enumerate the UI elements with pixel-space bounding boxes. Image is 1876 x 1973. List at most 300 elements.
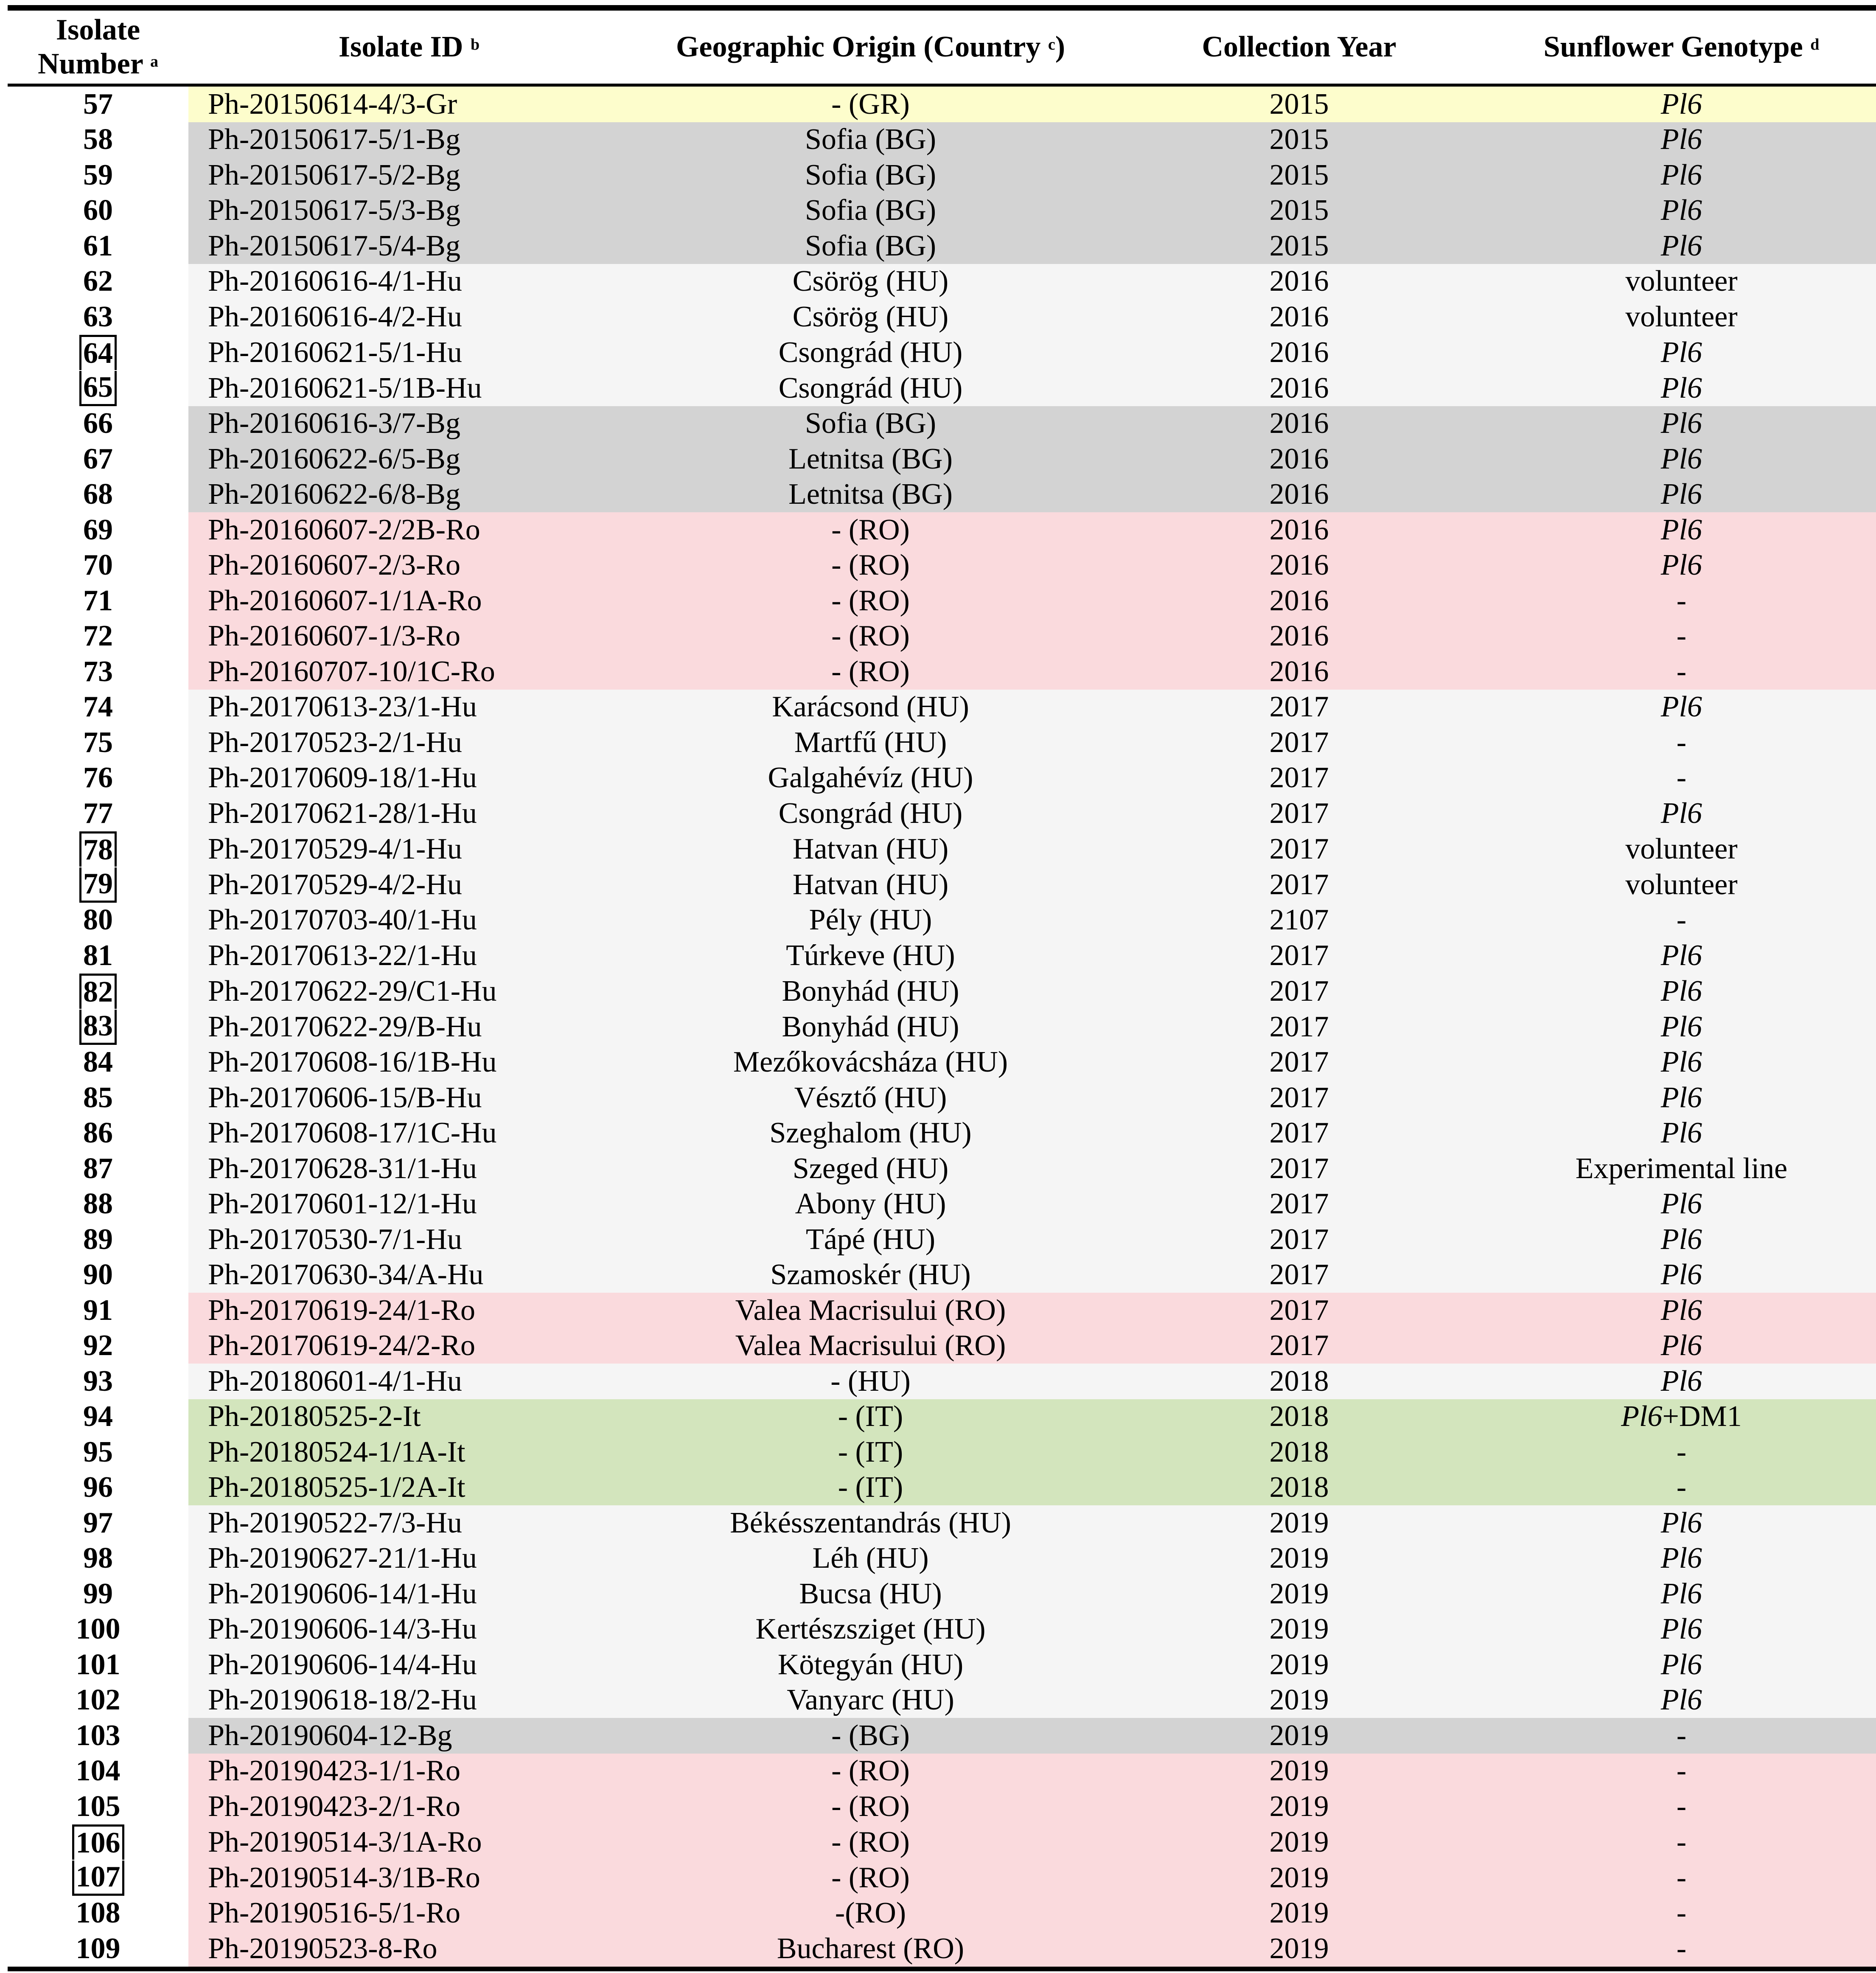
isolate-id: Ph-20170609-18/1-Hu	[188, 761, 630, 796]
collection-year: 2019	[1111, 1612, 1487, 1647]
isolate-number	[8, 299, 188, 335]
collection-year: 2018	[1111, 1434, 1487, 1470]
isolate-number-value: 76	[83, 761, 113, 794]
isolate-id: Ph-20190522-7/3-Hu	[188, 1505, 630, 1541]
collection-year: 2019	[1111, 1576, 1487, 1612]
isolate-number	[8, 1683, 188, 1718]
isolate-number-value: 100	[76, 1613, 121, 1646]
isolate-number	[8, 1328, 188, 1364]
isolate-number	[8, 1293, 188, 1328]
collection-year: 2016	[1111, 654, 1487, 690]
collection-year: 2017	[1111, 1328, 1487, 1364]
collection-year: 2018	[1111, 1364, 1487, 1399]
sunflower-genotype	[1487, 1647, 1876, 1683]
geographic-origin: Sofia (BG)	[630, 122, 1111, 158]
isolate-number	[8, 1931, 188, 1969]
isolate-number-value: 92	[83, 1329, 113, 1362]
geographic-origin: Abony (HU)	[630, 1187, 1111, 1222]
collection-year: 2016	[1111, 512, 1487, 548]
isolate-number	[8, 85, 188, 122]
header-isolate-number: Isolate Number $^a$	[37, 14, 159, 80]
isolate-number	[8, 1399, 188, 1435]
isolate-number	[8, 228, 188, 264]
table-row	[8, 157, 1876, 193]
isolate-number	[8, 1754, 188, 1789]
isolate-number	[8, 974, 188, 1009]
genotype-value: Pl6	[1660, 1294, 1702, 1327]
collection-year: 2016	[1111, 583, 1487, 619]
genotype-value: Pl6	[1660, 1684, 1702, 1717]
sunflower-genotype	[1487, 193, 1876, 229]
collection-year: 2019	[1111, 1541, 1487, 1577]
genotype-value: Pl6	[1660, 1577, 1702, 1610]
genotype-value: Pl6	[1621, 1400, 1663, 1433]
genotype-value: Pl6	[1660, 797, 1702, 830]
isolate-number-value: 91	[83, 1294, 113, 1327]
sunflower-genotype	[1487, 867, 1876, 903]
geographic-origin: Csongrád (HU)	[630, 370, 1111, 406]
isolate-number-value: 57	[83, 87, 113, 121]
collection-year: 2017	[1111, 1187, 1487, 1222]
geographic-origin: Békésszentandrás (HU)	[630, 1505, 1111, 1541]
isolate-number	[8, 157, 188, 193]
table-row	[8, 1151, 1876, 1187]
isolate-number	[8, 831, 188, 867]
table-row	[8, 228, 1876, 264]
sunflower-genotype	[1487, 903, 1876, 938]
isolate-id: Ph-20190604-12-Bg	[188, 1718, 630, 1754]
isolate-id: Ph-20160621-5/1B-Hu	[188, 370, 630, 406]
collection-year: 2016	[1111, 335, 1487, 370]
genotype-value: -	[1676, 655, 1687, 688]
collection-year: 2017	[1111, 1222, 1487, 1257]
isolate-number-value: 73	[83, 655, 113, 688]
isolate-table-container	[8, 5, 1876, 1971]
table-row	[8, 1647, 1876, 1683]
table-row	[8, 406, 1876, 442]
genotype-value: Pl6	[1660, 371, 1702, 404]
isolate-number-value: 68	[83, 478, 113, 511]
isolate-number	[8, 1257, 188, 1293]
collection-year: 2015	[1111, 157, 1487, 193]
geographic-origin: Csongrád (HU)	[630, 335, 1111, 370]
isolate-number-value: 87	[83, 1152, 113, 1185]
isolate-number-value: 61	[83, 229, 113, 262]
table-row	[8, 690, 1876, 725]
collection-year: 2019	[1111, 1896, 1487, 1931]
sunflower-genotype	[1487, 85, 1876, 122]
isolate-number-value: 84	[83, 1046, 113, 1079]
geographic-origin: Sofia (BG)	[630, 228, 1111, 264]
table-row	[8, 1718, 1876, 1754]
isolate-number	[8, 193, 188, 229]
geographic-origin: - (IT)	[630, 1399, 1111, 1435]
isolate-number	[8, 796, 188, 831]
table-row	[8, 903, 1876, 938]
isolate-id: Ph-20190514-3/1B-Ro	[188, 1860, 630, 1896]
isolate-number-value: 96	[83, 1471, 113, 1504]
isolate-number	[8, 690, 188, 725]
isolate-id: Ph-20170523-2/1-Hu	[188, 725, 630, 761]
header-sunflower-genotype: Sunflower Genotype $^d$	[1543, 31, 1820, 63]
genotype-value: Pl6	[1660, 690, 1702, 724]
table-row	[8, 1328, 1876, 1364]
genotype-value: -	[1676, 1825, 1687, 1858]
collection-year: 2017	[1111, 831, 1487, 867]
isolate-number-value: 67	[83, 442, 113, 475]
isolate-number	[8, 1151, 188, 1187]
genotype-value: Pl6	[1660, 549, 1702, 582]
sunflower-genotype	[1487, 1860, 1876, 1896]
isolate-number	[8, 1364, 188, 1399]
isolate-id: Ph-20170601-12/1-Hu	[188, 1187, 630, 1222]
isolate-id: Ph-20190627-21/1-Hu	[188, 1541, 630, 1577]
collection-year: 2017	[1111, 1293, 1487, 1328]
collection-year: 2016	[1111, 548, 1487, 584]
table-row	[8, 1116, 1876, 1151]
isolate-number-value: 109	[76, 1932, 121, 1965]
table-row	[8, 1293, 1876, 1328]
isolate-id: Ph-20160622-6/5-Bg	[188, 441, 630, 477]
table-row	[8, 1931, 1876, 1969]
sunflower-genotype	[1487, 1222, 1876, 1257]
table-row	[8, 1045, 1876, 1081]
sunflower-genotype	[1487, 1754, 1876, 1789]
genotype-value: Pl6	[1660, 336, 1702, 369]
geographic-origin: Hatvan (HU)	[630, 867, 1111, 903]
collection-year: 2016	[1111, 619, 1487, 654]
sunflower-genotype	[1487, 1576, 1876, 1612]
isolate-number-value: 80	[83, 904, 113, 937]
collection-year: 2017	[1111, 761, 1487, 796]
isolate-id: Ph-20160616-4/1-Hu	[188, 264, 630, 300]
table-row	[8, 1824, 1876, 1860]
isolate-id: Ph-20190423-2/1-Ro	[188, 1789, 630, 1824]
genotype-value: Pl6	[1660, 1081, 1702, 1114]
sunflower-genotype	[1487, 1931, 1876, 1969]
table-row	[8, 1470, 1876, 1506]
genotype-value: -	[1676, 761, 1687, 794]
collection-year: 2015	[1111, 122, 1487, 158]
isolate-id: Ph-20160607-2/3-Ro	[188, 548, 630, 584]
isolate-number	[8, 867, 188, 903]
sunflower-genotype	[1487, 1505, 1876, 1541]
table-row	[8, 1080, 1876, 1116]
isolate-id: Ph-20170608-16/1B-Hu	[188, 1045, 630, 1081]
table-row	[8, 122, 1876, 158]
collection-year: 2017	[1111, 725, 1487, 761]
collection-year: 2017	[1111, 867, 1487, 903]
isolate-number	[8, 938, 188, 974]
collection-year: 2019	[1111, 1718, 1487, 1754]
sunflower-genotype	[1487, 1009, 1876, 1045]
isolate-number	[8, 1434, 188, 1470]
geographic-origin: - (IT)	[630, 1470, 1111, 1506]
geographic-origin: - (HU)	[630, 1364, 1111, 1399]
isolate-id: Ph-20180525-2-It	[188, 1399, 630, 1435]
isolate-number-value: 99	[83, 1577, 113, 1610]
genotype-value: Pl6	[1660, 87, 1702, 121]
genotype-value: Pl6	[1660, 1010, 1702, 1043]
isolate-number	[8, 1045, 188, 1081]
isolate-number-value: 105	[76, 1790, 121, 1823]
isolate-number	[8, 1009, 188, 1045]
table-row	[8, 1364, 1876, 1399]
genotype-value: Pl6	[1660, 1613, 1702, 1646]
table-body	[8, 85, 1876, 1969]
isolate-id: Ph-20170530-7/1-Hu	[188, 1222, 630, 1257]
collection-year: 2019	[1111, 1860, 1487, 1896]
isolate-number	[8, 477, 188, 513]
genotype-value: Pl6	[1660, 1542, 1702, 1575]
sunflower-genotype	[1487, 1824, 1876, 1860]
genotype-value: Pl6	[1660, 123, 1702, 156]
geographic-origin: Csongrád (HU)	[630, 796, 1111, 831]
genotype-value: Pl6	[1660, 513, 1702, 546]
sunflower-genotype	[1487, 1151, 1876, 1187]
sunflower-genotype	[1487, 1045, 1876, 1081]
isolate-number	[8, 335, 188, 370]
sunflower-genotype	[1487, 1399, 1876, 1435]
geographic-origin: Karácsond (HU)	[630, 690, 1111, 725]
collection-year: 2019	[1111, 1754, 1487, 1789]
geographic-origin: - (RO)	[630, 1824, 1111, 1860]
genotype-value: Experimental line	[1575, 1152, 1788, 1185]
isolate-number-value: 86	[83, 1117, 113, 1150]
isolate-id: Ph-20190606-14/4-Hu	[188, 1647, 630, 1683]
table-row	[8, 193, 1876, 229]
isolate-number-value: 82	[79, 974, 117, 1009]
table-row	[8, 1257, 1876, 1293]
sunflower-genotype	[1487, 335, 1876, 370]
isolate-number-value: 103	[76, 1719, 121, 1752]
genotype-value: volunteer	[1625, 868, 1738, 901]
isolate-number	[8, 583, 188, 619]
genotype-value: Pl6	[1660, 1364, 1702, 1398]
geographic-origin: Vésztő (HU)	[630, 1080, 1111, 1116]
table-row	[8, 654, 1876, 690]
isolate-number	[8, 441, 188, 477]
geographic-origin: Bonyhád (HU)	[630, 974, 1111, 1009]
geographic-origin: Hatvan (HU)	[630, 831, 1111, 867]
sunflower-genotype	[1487, 583, 1876, 619]
genotype-value: Pl6	[1660, 194, 1702, 227]
isolate-number	[8, 619, 188, 654]
isolate-id: Ph-20190516-5/1-Ro	[188, 1896, 630, 1931]
genotype-value: -	[1676, 904, 1687, 937]
sunflower-genotype	[1487, 370, 1876, 406]
collection-year: 2017	[1111, 1009, 1487, 1045]
geographic-origin: Sofia (BG)	[630, 193, 1111, 229]
table-row	[8, 370, 1876, 406]
isolate-number-value: 59	[83, 158, 113, 191]
geographic-origin: - (BG)	[630, 1718, 1111, 1754]
table-header-row	[8, 8, 1876, 85]
sunflower-genotype	[1487, 477, 1876, 513]
sunflower-genotype	[1487, 1470, 1876, 1506]
table-row	[8, 1789, 1876, 1824]
isolate-number-value: 85	[83, 1081, 113, 1114]
table-row	[8, 1576, 1876, 1612]
sunflower-genotype	[1487, 228, 1876, 264]
table-row	[8, 938, 1876, 974]
genotype-value: -	[1676, 1861, 1687, 1894]
isolate-id: Ph-20180525-1/2A-It	[188, 1470, 630, 1506]
isolate-number	[8, 512, 188, 548]
isolate-id: Ph-20150617-5/2-Bg	[188, 157, 630, 193]
collection-year: 2016	[1111, 406, 1487, 442]
sunflower-genotype	[1487, 1187, 1876, 1222]
isolate-number-value: 64	[79, 335, 117, 370]
collection-year: 2019	[1111, 1505, 1487, 1541]
isolate-id: Ph-20150617-5/3-Bg	[188, 193, 630, 229]
geographic-origin: - (GR)	[630, 85, 1111, 122]
isolate-number-value: 69	[83, 513, 113, 546]
collection-year: 2016	[1111, 370, 1487, 406]
isolate-number-value: 104	[76, 1754, 121, 1788]
sunflower-genotype	[1487, 619, 1876, 654]
sunflower-genotype	[1487, 725, 1876, 761]
genotype-value: Pl6	[1660, 974, 1702, 1008]
table-row	[8, 1399, 1876, 1435]
sunflower-genotype	[1487, 654, 1876, 690]
table-row	[8, 1683, 1876, 1718]
isolate-id: Ph-20170622-29/C1-Hu	[188, 974, 630, 1009]
table-row	[8, 583, 1876, 619]
table-row	[8, 831, 1876, 867]
isolate-number	[8, 1647, 188, 1683]
genotype-value: Pl6	[1660, 407, 1702, 440]
table-row	[8, 619, 1876, 654]
isolate-number-value: 102	[76, 1684, 121, 1717]
isolate-number-value: 65	[79, 371, 117, 406]
isolate-number	[8, 1470, 188, 1506]
geographic-origin: Galgahévíz (HU)	[630, 761, 1111, 796]
genotype-value: volunteer	[1625, 832, 1738, 865]
sunflower-genotype	[1487, 157, 1876, 193]
sunflower-genotype	[1487, 1789, 1876, 1824]
table-row	[8, 1505, 1876, 1541]
isolate-number-value: 90	[83, 1258, 113, 1291]
isolate-id: Ph-20190618-18/2-Hu	[188, 1683, 630, 1718]
collection-year: 2017	[1111, 938, 1487, 974]
collection-year: 2016	[1111, 441, 1487, 477]
genotype-value: Pl6	[1660, 1329, 1702, 1362]
geographic-origin: Letnitsa (BG)	[630, 441, 1111, 477]
isolate-id: Ph-20170529-4/2-Hu	[188, 867, 630, 903]
table-row	[8, 761, 1876, 796]
isolate-number-value: 93	[83, 1364, 113, 1398]
sunflower-genotype	[1487, 441, 1876, 477]
geographic-origin: Szeghalom (HU)	[630, 1116, 1111, 1151]
genotype-value: -	[1676, 726, 1687, 759]
isolate-number	[8, 122, 188, 158]
table-row	[8, 264, 1876, 300]
isolate-number	[8, 264, 188, 300]
geographic-origin: Mezőkovácsháza (HU)	[630, 1045, 1111, 1081]
collection-year: 2017	[1111, 690, 1487, 725]
table-row	[8, 796, 1876, 831]
genotype-value: Pl6	[1660, 229, 1702, 262]
isolate-id: Ph-20190606-14/1-Hu	[188, 1576, 630, 1612]
table-row	[8, 1754, 1876, 1789]
isolate-id: Ph-20180524-1/1A-It	[188, 1434, 630, 1470]
isolate-number	[8, 406, 188, 442]
isolate-id: Ph-20190514-3/1A-Ro	[188, 1824, 630, 1860]
table-row	[8, 974, 1876, 1009]
geographic-origin: Léh (HU)	[630, 1541, 1111, 1577]
collection-year: 2107	[1111, 903, 1487, 938]
sunflower-genotype	[1487, 690, 1876, 725]
isolate-number-value: 79	[79, 867, 117, 903]
isolate-id: Ph-20190523-8-Ro	[188, 1931, 630, 1969]
sunflower-genotype	[1487, 1080, 1876, 1116]
genotype-value: -	[1676, 584, 1687, 617]
table-row	[8, 441, 1876, 477]
isolate-number	[8, 1222, 188, 1257]
table-row	[8, 1612, 1876, 1647]
collection-year: 2015	[1111, 85, 1487, 122]
isolate-id: Ph-20150617-5/1-Bg	[188, 122, 630, 158]
isolate-number	[8, 1896, 188, 1931]
header-isolate-id: Isolate ID $^b$	[338, 31, 480, 63]
geographic-origin: Vanyarc (HU)	[630, 1683, 1111, 1718]
isolate-number-value: 81	[83, 939, 113, 972]
geographic-origin: - (RO)	[630, 583, 1111, 619]
table-row	[8, 548, 1876, 584]
genotype-value: -	[1676, 1435, 1687, 1468]
isolate-number	[8, 1612, 188, 1647]
geographic-origin: Bonyhád (HU)	[630, 1009, 1111, 1045]
sunflower-genotype	[1487, 1683, 1876, 1718]
table-row	[8, 335, 1876, 370]
collection-year: 2017	[1111, 1045, 1487, 1081]
isolate-number	[8, 548, 188, 584]
isolate-number-value: 106	[72, 1824, 124, 1860]
isolate-id: Ph-20190423-1/1-Ro	[188, 1754, 630, 1789]
collection-year: 2015	[1111, 193, 1487, 229]
isolate-id: Ph-20170622-29/B-Hu	[188, 1009, 630, 1045]
sunflower-genotype	[1487, 796, 1876, 831]
collection-year: 2017	[1111, 1116, 1487, 1151]
isolate-id: Ph-20170529-4/1-Hu	[188, 831, 630, 867]
isolate-number	[8, 1505, 188, 1541]
collection-year: 2016	[1111, 264, 1487, 300]
isolate-id: Ph-20170703-40/1-Hu	[188, 903, 630, 938]
isolate-number	[8, 1576, 188, 1612]
table-row	[8, 1222, 1876, 1257]
isolate-number	[8, 761, 188, 796]
table-row	[8, 512, 1876, 548]
isolate-number	[8, 725, 188, 761]
sunflower-genotype	[1487, 1257, 1876, 1293]
genotype-value: -	[1676, 1754, 1687, 1788]
sunflower-genotype	[1487, 1718, 1876, 1754]
genotype-value: Pl6	[1660, 158, 1702, 191]
isolate-number	[8, 903, 188, 938]
geographic-origin: -(RO)	[630, 1896, 1111, 1931]
geographic-origin: Tápé (HU)	[630, 1222, 1111, 1257]
isolate-id: Ph-20170613-22/1-Hu	[188, 938, 630, 974]
isolate-number-value: 108	[76, 1897, 121, 1930]
isolate-id: Ph-20160616-3/7-Bg	[188, 406, 630, 442]
sunflower-genotype	[1487, 406, 1876, 442]
genotype-value: volunteer	[1625, 300, 1738, 333]
collection-year: 2018	[1111, 1470, 1487, 1506]
geographic-origin: - (RO)	[630, 619, 1111, 654]
table-row	[8, 1896, 1876, 1931]
geographic-origin: Sofia (BG)	[630, 157, 1111, 193]
